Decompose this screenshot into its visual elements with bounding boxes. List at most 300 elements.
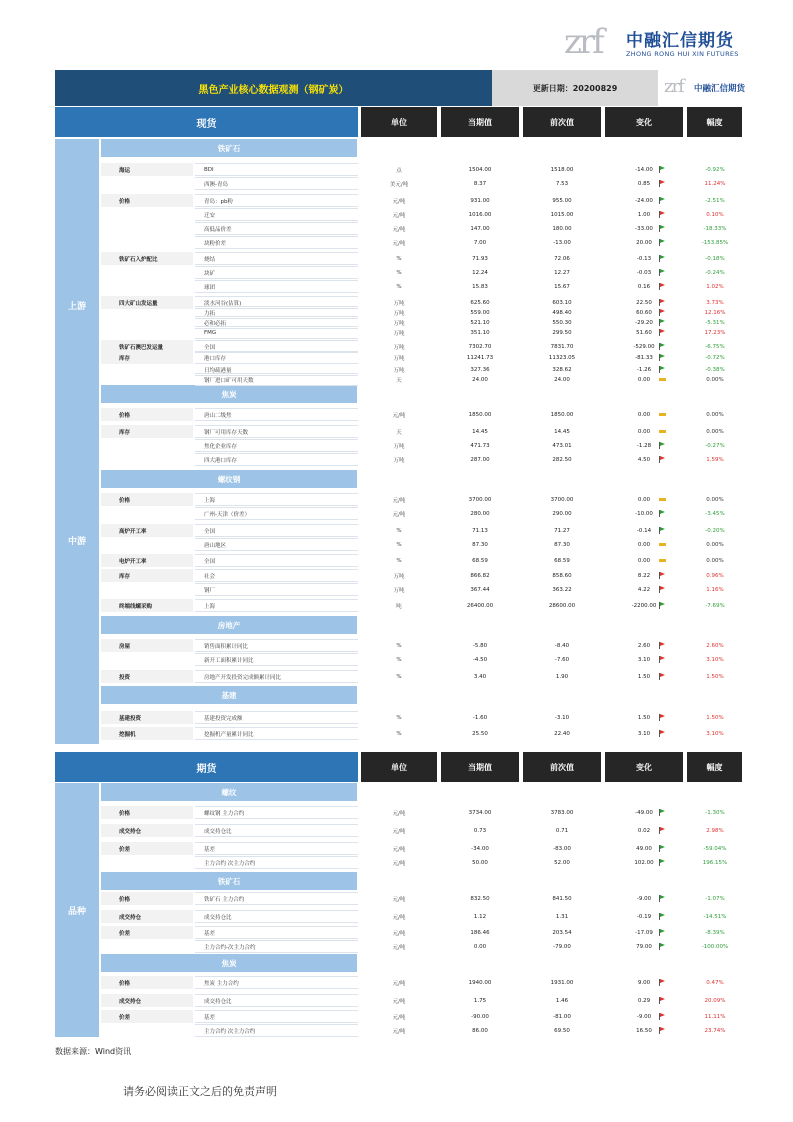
table-row: [101, 373, 742, 386]
row-previous-value: 52.00: [554, 859, 570, 866]
row-category-label: [101, 583, 193, 596]
row-previous-value: -7.60: [554, 656, 570, 663]
row-current-value: -4.50: [472, 656, 488, 663]
row-category-label: 价差: [101, 926, 193, 939]
row-change: 0.00: [637, 411, 651, 418]
row-indicator: 房地产开发投资完成额累计同比: [195, 670, 358, 683]
row-unit: 美元/吨: [389, 181, 409, 188]
row-previous-value: 328.62: [552, 366, 572, 373]
row-unit: %: [396, 656, 402, 663]
red-flag-icon: [659, 979, 667, 986]
row-change: -33.00: [635, 225, 653, 232]
green-flag-icon: [659, 859, 667, 866]
futures-header-row: [55, 752, 742, 782]
row-current-value: -1.60: [472, 714, 488, 721]
red-flag-icon: [659, 827, 667, 834]
row-category-label: 电炉开工率: [101, 554, 193, 567]
row-current-value: 26400.00: [466, 602, 494, 609]
table-row: [101, 1010, 742, 1023]
row-unit: %: [396, 557, 402, 564]
table-row: [101, 892, 742, 905]
row-current-value: 3.40: [473, 673, 487, 680]
row-change: 0.85: [637, 180, 651, 187]
row-current-value: 11241.73: [466, 354, 494, 361]
row-current-value: 0.73: [473, 827, 487, 834]
row-current-value: 280.00: [470, 510, 490, 517]
row-unit: 吨: [396, 603, 402, 610]
row-category-label: 投资: [101, 670, 193, 683]
row-category-label: [101, 266, 193, 279]
row-change: -0.03: [636, 269, 652, 276]
row-pct-change: -6.75%: [705, 343, 725, 350]
row-unit: 元/吨: [392, 511, 406, 518]
row-change: -10.00: [635, 510, 653, 517]
row-pct-change: 12.16%: [704, 309, 726, 316]
row-current-value: 86.00: [472, 1027, 488, 1034]
table-row: [101, 824, 742, 837]
row-pct-change: 0.00%: [706, 541, 724, 548]
green-flag-icon: [659, 366, 667, 373]
row-pct-change: -0.18%: [705, 255, 725, 262]
category-infrastructure: 基建: [101, 686, 357, 704]
row-indicator: 广州-天津（价差）: [195, 507, 358, 520]
row-indicator: 上海: [195, 493, 358, 506]
row-previous-value: 1931.00: [550, 979, 574, 986]
green-flag-icon: [659, 343, 667, 350]
row-indicator: 上海: [195, 599, 358, 612]
row-category-label: [101, 177, 193, 190]
table-row: [101, 806, 742, 819]
row-category-label: 库存: [101, 425, 193, 438]
row-pct-change: -0.38%: [705, 366, 725, 373]
group-upstream-label: 上游: [67, 302, 86, 312]
row-current-value: 50.00: [472, 859, 488, 866]
row-change: 79.00: [636, 943, 652, 950]
spot-section-title: 现货: [55, 107, 358, 137]
red-flag-icon: [659, 211, 667, 218]
group-variety-label: 品种: [67, 907, 86, 917]
report-title: 黑色产业核心数据观测（钢矿炭）: [55, 70, 492, 106]
row-previous-value: -81.00: [553, 1013, 571, 1020]
row-previous-value: -8.40: [554, 642, 570, 649]
row-current-value: 866.82: [470, 572, 490, 579]
row-previous-value: 14.45: [554, 428, 570, 435]
row-category-label: [101, 507, 193, 520]
row-previous-value: 87.30: [554, 541, 570, 548]
table-row: [101, 910, 742, 923]
row-indicator: 青岛：pb粉: [195, 194, 358, 207]
row-change: -9.00: [636, 895, 652, 902]
row-pct-change: 2.60%: [706, 642, 724, 649]
row-category-label: 价差: [101, 1010, 193, 1023]
row-unit: %: [396, 642, 402, 649]
row-current-value: 7.00: [473, 239, 487, 246]
row-pct-change: 0.00%: [706, 376, 724, 383]
green-flag-icon: [659, 895, 667, 902]
row-change: -49.00: [635, 809, 653, 816]
red-flag-icon: [659, 283, 667, 290]
row-indicator: 主力合约 次主力合约: [195, 856, 358, 869]
spot-header-row: [55, 107, 742, 137]
row-previous-value: 1518.00: [550, 166, 574, 173]
row-change: 0.00: [637, 541, 651, 548]
row-unit: 元/吨: [392, 1028, 406, 1035]
row-previous-value: 7831.70: [550, 343, 574, 350]
table-row: [101, 583, 742, 596]
green-flag-icon: [659, 319, 667, 326]
row-previous-value: -83.00: [553, 845, 571, 852]
col-pct: 幅度: [685, 752, 742, 782]
row-category-label: 价格: [101, 806, 193, 819]
red-flag-icon: [659, 572, 667, 579]
row-unit: 万吨: [393, 344, 405, 351]
table-row: [101, 711, 742, 724]
row-pct-change: -0.20%: [705, 527, 725, 534]
row-previous-value: 28600.00: [548, 602, 576, 609]
row-change: -29.20: [635, 319, 653, 326]
row-category-label: 四大矿山发运量: [101, 296, 193, 309]
row-pct-change: -0.24%: [705, 269, 725, 276]
col-change: 变化: [603, 107, 683, 137]
row-current-value: 1850.00: [468, 411, 492, 418]
green-flag-icon: [659, 929, 667, 936]
row-pct-change: -2.51%: [705, 197, 725, 204]
row-indicator: FMG: [195, 326, 358, 339]
category-rebar: 螺纹钢: [101, 470, 357, 488]
row-unit: 元/吨: [392, 846, 406, 853]
table-row: [101, 856, 742, 869]
row-change: -2200.00: [631, 602, 657, 609]
table-row: [101, 236, 742, 249]
row-current-value: 68.59: [472, 557, 488, 564]
row-current-value: 1.12: [473, 913, 487, 920]
table-row: [101, 926, 742, 939]
row-indicator: BDI: [195, 163, 358, 176]
row-category-label: [101, 453, 193, 466]
row-unit: 元/吨: [392, 412, 406, 419]
row-previous-value: 11323.05: [548, 354, 576, 361]
row-change: -9.00: [636, 1013, 652, 1020]
flat-bar-icon: [659, 496, 667, 503]
row-change: -17.09: [635, 929, 653, 936]
row-pct-change: -7.69%: [705, 602, 725, 609]
row-current-value: 471.73: [470, 442, 490, 449]
row-current-value: 3700.00: [468, 496, 492, 503]
row-category-label: [101, 236, 193, 249]
col-unit: 单位: [359, 107, 437, 137]
table-row: [101, 538, 742, 551]
row-unit: 万吨: [393, 457, 405, 464]
table-row: [101, 639, 742, 652]
green-flag-icon: [659, 354, 667, 361]
table-row: [101, 252, 742, 265]
row-pct-change: 1.50%: [706, 673, 724, 680]
row-current-value: 1.75: [473, 997, 487, 1004]
row-category-label: 基建投资: [101, 711, 193, 724]
row-current-value: 3734.00: [468, 809, 492, 816]
row-previous-value: 1.46: [555, 997, 569, 1004]
row-unit: %: [396, 541, 402, 548]
row-unit: 天: [396, 377, 402, 384]
row-indicator: 钢厂可用库存天数: [195, 425, 358, 438]
red-flag-icon: [659, 997, 667, 1004]
flat-bar-icon: [659, 376, 667, 383]
col-unit: 单位: [359, 752, 437, 782]
row-change: 51.60: [636, 329, 652, 336]
row-pct-change: 0.47%: [706, 979, 724, 986]
row-previous-value: 603.10: [552, 299, 572, 306]
row-previous-value: 550.30: [552, 319, 572, 326]
row-previous-value: 858.60: [552, 572, 572, 579]
row-current-value: 15.83: [472, 283, 488, 290]
row-pct-change: 0.00%: [706, 428, 724, 435]
logo-mark: zrf: [564, 22, 602, 62]
table-row: [101, 163, 742, 176]
row-change: 0.00: [637, 428, 651, 435]
table-row: [101, 222, 742, 235]
row-unit: %: [396, 269, 402, 276]
row-unit: %: [396, 730, 402, 737]
row-previous-value: 72.06: [554, 255, 570, 262]
col-current: 当期值: [439, 752, 519, 782]
row-category-label: 价格: [101, 408, 193, 421]
row-indicator: 必和必拓: [195, 316, 358, 329]
row-current-value: 147.00: [470, 225, 490, 232]
row-previous-value: 22.40: [554, 730, 570, 737]
red-flag-icon: [659, 1027, 667, 1034]
row-pct-change: 1.02%: [706, 283, 724, 290]
row-change: -24.00: [635, 197, 653, 204]
row-previous-value: 12.27: [554, 269, 570, 276]
row-pct-change: -0.92%: [705, 166, 725, 173]
row-indicator: 销售面积累计同比: [195, 639, 358, 652]
row-pct-change: 1.59%: [706, 456, 724, 463]
row-current-value: 287.00: [470, 456, 490, 463]
table-row: [101, 670, 742, 683]
row-change: 0.29: [637, 997, 651, 1004]
green-flag-icon: [659, 527, 667, 534]
row-change: 1.50: [637, 673, 651, 680]
red-flag-icon: [659, 586, 667, 593]
table-row: [101, 554, 742, 567]
row-category-label: [101, 653, 193, 666]
row-unit: 元/吨: [392, 198, 406, 205]
row-category-label: 价格: [101, 194, 193, 207]
table-row: [101, 653, 742, 666]
row-pct-change: -5.31%: [705, 319, 725, 326]
row-change: -81.33: [635, 354, 653, 361]
row-category-label: 海运: [101, 163, 193, 176]
row-indicator: 全国: [195, 524, 358, 537]
row-previous-value: 24.00: [554, 376, 570, 383]
row-pct-change: 20.09%: [704, 997, 726, 1004]
row-pct-change: 0.00%: [706, 496, 724, 503]
row-indicator: 成交持仓比: [195, 994, 358, 1007]
row-indicator: 新开工面积累计同比: [195, 653, 358, 666]
group-variety: [55, 783, 99, 1037]
row-unit: %: [396, 714, 402, 721]
row-indicator: 西澳-青岛: [195, 177, 358, 190]
row-unit: 万吨: [393, 587, 405, 594]
header-logo-mark: zrf: [664, 76, 683, 97]
row-current-value: 71.93: [472, 255, 488, 262]
table-row: [101, 194, 742, 207]
table-row: [101, 408, 742, 421]
green-flag-icon: [659, 269, 667, 276]
row-previous-value: 282.50: [552, 456, 572, 463]
row-pct-change: 3.10%: [706, 656, 724, 663]
row-change: 0.02: [637, 827, 651, 834]
row-category-label: 库存: [101, 351, 193, 364]
row-pct-change: -1.30%: [705, 809, 725, 816]
logo-english-name: ZHONG RONG HUI XIN FUTURES: [626, 50, 739, 58]
row-change: 2.60: [637, 642, 651, 649]
row-pct-change: -3.45%: [705, 510, 725, 517]
row-unit: 万吨: [393, 330, 405, 337]
table-row: [101, 280, 742, 293]
row-current-value: 71.13: [472, 527, 488, 534]
row-unit: 元/吨: [392, 980, 406, 987]
row-previous-value: 3783.00: [550, 809, 574, 816]
row-indicator: 钢厂进口矿可用天数: [195, 373, 358, 386]
row-previous-value: 7.53: [555, 180, 569, 187]
row-unit: 元/吨: [392, 497, 406, 504]
table-row: [101, 727, 742, 740]
red-flag-icon: [659, 299, 667, 306]
table-row: [101, 453, 742, 466]
row-unit: 万吨: [393, 367, 405, 374]
row-current-value: 24.00: [472, 376, 488, 383]
row-category-label: [101, 940, 193, 953]
row-category-label: 库存: [101, 569, 193, 582]
col-change: 变化: [603, 752, 683, 782]
row-unit: 元/吨: [392, 212, 406, 219]
table-row: [101, 425, 742, 438]
row-previous-value: 473.01: [552, 442, 572, 449]
row-current-value: 25.50: [472, 730, 488, 737]
row-category-label: [101, 222, 193, 235]
row-indicator: 力拓: [195, 306, 358, 319]
row-previous-value: 498.40: [552, 309, 572, 316]
row-change: 49.00: [636, 845, 652, 852]
green-flag-icon: [659, 239, 667, 246]
group-midstream-label: 中游: [67, 537, 86, 547]
row-previous-value: -79.00: [553, 943, 571, 950]
row-indicator: 社会: [195, 569, 358, 582]
row-category-label: [101, 439, 193, 452]
row-current-value: 1504.00: [468, 166, 492, 173]
red-flag-icon: [659, 656, 667, 663]
category-real-estate: 房地产: [101, 616, 357, 634]
row-category-label: 铁矿石澳巴发运量: [101, 340, 193, 353]
row-change: 4.22: [637, 586, 651, 593]
col-previous: 前次值: [521, 752, 601, 782]
green-flag-icon: [659, 602, 667, 609]
col-current: 当期值: [439, 107, 519, 137]
row-category-label: [101, 280, 193, 293]
group-midstream: [55, 470, 99, 612]
row-indicator: 高低品价差: [195, 222, 358, 235]
row-change: 20.00: [636, 239, 652, 246]
row-category-label: 房屋: [101, 639, 193, 652]
row-pct-change: 0.00%: [706, 411, 724, 418]
header-logo-name: 中融汇信期货: [694, 84, 746, 94]
row-pct-change: 17.23%: [704, 329, 726, 336]
row-pct-change: -8.39%: [705, 929, 725, 936]
row-current-value: 521.10: [470, 319, 490, 326]
row-current-value: 87.30: [472, 541, 488, 548]
row-change: 0.00: [637, 557, 651, 564]
row-current-value: 351.10: [470, 329, 490, 336]
row-change: 0.16: [637, 283, 651, 290]
row-change: -0.13: [636, 255, 652, 262]
row-change: 9.00: [637, 979, 651, 986]
table-row: [101, 976, 742, 989]
row-unit: 天: [396, 429, 402, 436]
row-indicator: 挖掘机产量累计同比: [195, 727, 358, 740]
row-indicator: 唐山地区: [195, 538, 358, 551]
table-row: [101, 524, 742, 537]
row-pct-change: 11.11%: [704, 1013, 726, 1020]
row-pct-change: -153.85%: [701, 239, 729, 246]
red-flag-icon: [659, 456, 667, 463]
green-flag-icon: [659, 442, 667, 449]
row-previous-value: 71.27: [554, 527, 570, 534]
flat-bar-icon: [659, 557, 667, 564]
table-row: [101, 266, 742, 279]
row-previous-value: 203.54: [552, 929, 572, 936]
row-unit: %: [396, 673, 402, 680]
table-row: [101, 842, 742, 855]
red-flag-icon: [659, 180, 667, 187]
row-change: 3.10: [637, 656, 651, 663]
row-category-label: [101, 856, 193, 869]
row-pct-change: 0.00%: [706, 557, 724, 564]
row-unit: 万吨: [393, 320, 405, 327]
row-indicator: 日均疏港量: [195, 363, 358, 376]
row-unit: 元/吨: [392, 914, 406, 921]
row-current-value: 0.00: [473, 943, 487, 950]
row-category-label: 价格: [101, 892, 193, 905]
row-pct-change: 2.98%: [706, 827, 724, 834]
row-current-value: -34.00: [471, 845, 489, 852]
row-pct-change: 3.73%: [706, 299, 724, 306]
row-pct-change: 23.74%: [704, 1027, 726, 1034]
table-row: [101, 569, 742, 582]
row-previous-value: 69.50: [554, 1027, 570, 1034]
row-unit: 元/吨: [392, 930, 406, 937]
row-indicator: 四大港口库存: [195, 453, 358, 466]
flat-bar-icon: [659, 541, 667, 548]
row-change: -0.14: [636, 527, 652, 534]
row-current-value: -5.80: [472, 642, 488, 649]
row-unit: 元/吨: [392, 944, 406, 951]
row-unit: 万吨: [393, 443, 405, 450]
category-coke: 焦炭: [101, 385, 357, 403]
row-unit: %: [396, 255, 402, 262]
row-indicator: 块矿: [195, 266, 358, 279]
row-previous-value: 1015.00: [550, 211, 574, 218]
green-flag-icon: [659, 255, 667, 262]
row-current-value: 8.37: [473, 180, 487, 187]
row-pct-change: -1.07%: [705, 895, 725, 902]
row-category-label: [101, 1024, 193, 1037]
row-pct-change: 1.16%: [706, 586, 724, 593]
red-flag-icon: [659, 642, 667, 649]
row-category-label: [101, 326, 193, 339]
flat-bar-icon: [659, 411, 667, 418]
row-pct-change: 0.10%: [706, 211, 724, 218]
